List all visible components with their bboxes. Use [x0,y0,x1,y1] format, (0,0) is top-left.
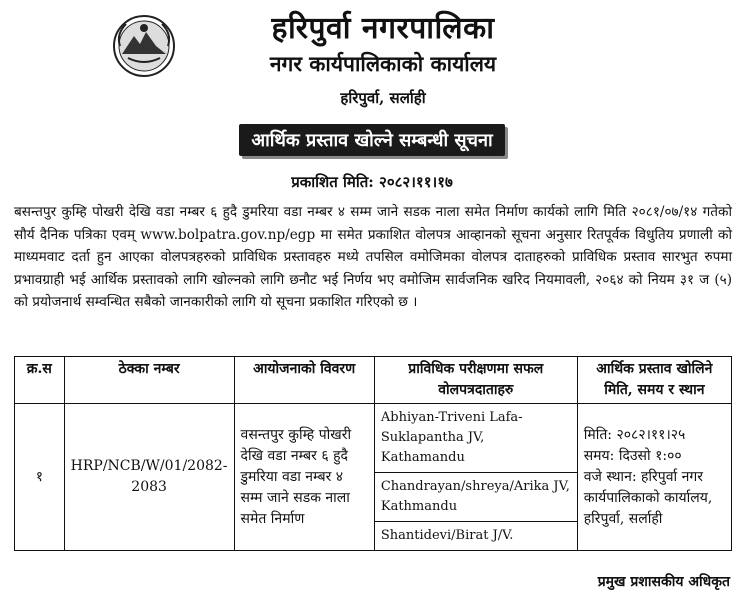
schedule-place: वजे स्थान: हरिपुर्वा नगर कार्यपालिकाको कार्यालय, हरिपुर्वा, सर्लाही [583,468,713,527]
header-bidders: प्राविधिक परीक्षणमा सफल वोलपत्रदाताहरु [374,357,577,404]
row-sn: १ [15,404,65,551]
table-header-row [15,357,732,404]
header-tender: ठेक्का नम्बर [64,357,234,404]
schedule-time: समय: दिउसो १:०० [583,447,682,464]
bidder-name: Chandrayan/shreya/Arika JV, Kathmandu [380,479,570,514]
published-date: प्रकाशित मिति: २०८२।११।१७ [291,173,453,191]
header-project: आयोजनाको विवरण [234,357,374,404]
bidder-name: Abhiyan-Triveni Lafa-Suklapantha JV, Kathamandu [380,410,523,465]
bidders-table [14,356,732,551]
notice-body: बसन्तपुर कुम्हि पोखरी देखि वडा नम्बर ६ हुदै डुमरिया वडा नम्बर ४ सम्म जाने सडक नाला समेत निर्माण कार्यको लागि मिति २०८१/०७/१४ गतेको सौर्य दैनिक पत्रिका एवम् www.bolpatra.gov.np/egp मा समेत प्रकाशित वोलपत्र आव्हानको सूचना अनुसार रितपूर्वक विधुतिय प्रणाली को माध्यमवाट दर्ता हुन आएका वोलपत्रहरुको प्राविधिक प्रस्तावहरु मध्ये तपसिल वमोजिमका वोलपत्र दाताहरुको प्राविधिक प्रस्ताव सारभुत रुपमा प्रभावग्राही भई आर्थिक प्रस्तावको लागि खोल्नको लागि छनौट भई निर्णय भए वमोजिम सार्वजनिक खरिद नियमावली, २०६४ को नियम ३१ ज (५) को प्रयोजनार्थ सम्वन्धित सबैको जानकारीको लागि यो सूचना प्रकाशित गरिएको छ । [14,204,732,311]
bidder-1 [374,404,577,473]
row-project: वसन्तपुर कुम्हि पोखरी देखि वडा नम्बर ६ हुदै डुमरिया वडा नम्बर ४ सम्म जाने सडक नाला समेत निर्माण [234,404,374,551]
bidder-2 [374,473,577,522]
municipality-title: हरिपुर्वा नगरपालिका [271,11,495,46]
schedule-date: मिति: २०८२।११।२५ [583,426,686,443]
row-schedule [577,404,731,551]
header-schedule: आर्थिक प्रस्ताव खोलिने मिति, समय र स्थान [577,357,731,404]
office-address: हरिपुर्वा, सर्लाही [340,89,426,107]
signature-title: प्रमुख प्रशासकीय अधिकृत [597,574,730,590]
row-tender: HRP/NCB/W/01/2082-2083 [64,404,234,551]
header-sn: क्र.स [15,357,65,404]
table-row [15,404,732,473]
bidder-3 [374,522,577,551]
letterhead [0,0,744,118]
notice-heading: आर्थिक प्रस्ताव खोल्ने सम्बन्धी सूचना [239,124,504,156]
office-title: नगर कार्यपालिकाको कार्यालय [269,51,497,76]
bidder-name: Shantidevi/Birat J/V. [380,528,514,543]
notice-heading-wrap [0,124,744,156]
